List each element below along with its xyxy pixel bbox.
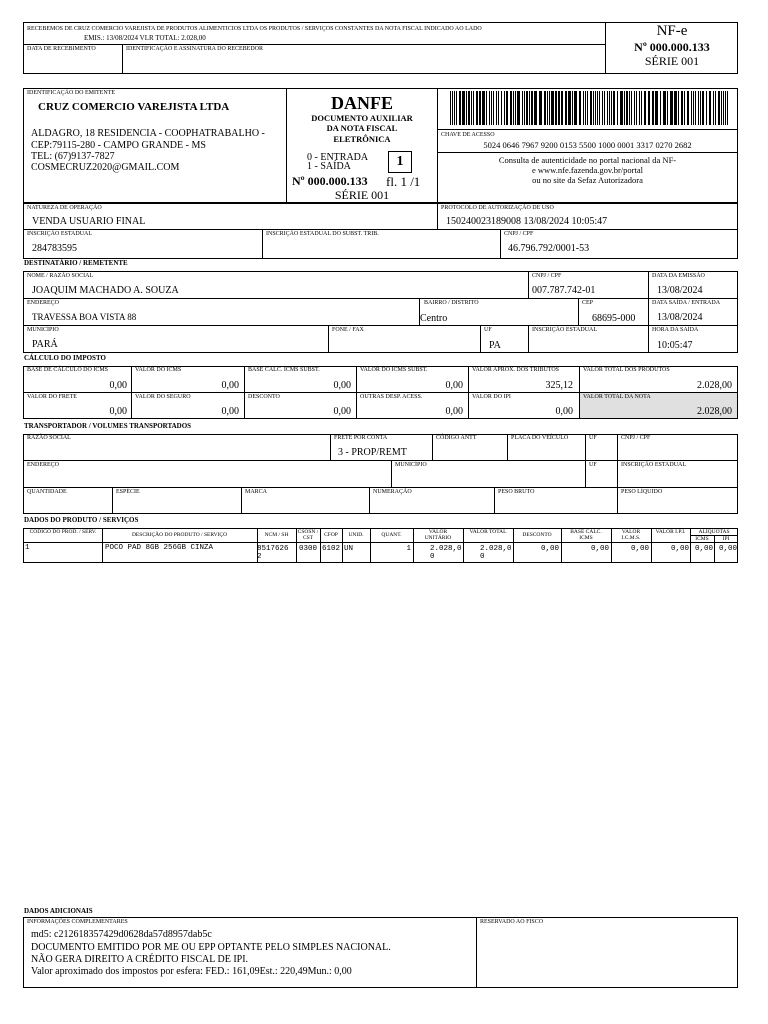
receipt-emission-summary: EMIS.: 13/08/2024 VLR TOTAL: 2.028,00 (84, 34, 206, 42)
barcode-bar (660, 91, 661, 125)
item-description: POCO PAD 8GB 256GB CINZA (105, 544, 214, 552)
carrier-section-title: TRANSPORTADOR / VOLUMES TRANSPORTADOS (24, 422, 192, 430)
barcode-bar (678, 91, 679, 125)
carrier-hline-1 (23, 460, 738, 461)
recipient-district-label: BAIRRO / DISTRITO (424, 300, 479, 306)
recipient-vline-date (648, 271, 649, 353)
barcode-bar (529, 91, 530, 125)
icms-st-value-label: VALOR DO ICMS SUBST. (360, 367, 428, 373)
receipt-nfe-title: NF-e (656, 23, 688, 39)
carrier-name-label: RAZÃO SOCIAL (27, 435, 71, 441)
barcode-bar (620, 91, 623, 125)
net-weight-label: PESO LÍQUIDO (621, 489, 663, 495)
issuer-name: CRUZ COMERCIO VAREJISTA LTDA (38, 101, 230, 113)
carrier-state-2-label: UF (589, 462, 597, 468)
barcode-bar (655, 91, 658, 125)
barcode-bar (715, 91, 716, 125)
item-ipi-value: 0,00 (670, 545, 689, 553)
barcode-bar (663, 91, 666, 125)
item-total-value: 2.028,0 (480, 545, 512, 553)
barcode-bar (466, 91, 467, 125)
tax-vline-1 (131, 366, 132, 419)
freight-mode-label: FRETE POR CONTA (334, 435, 388, 441)
carrier-cnpj-label: CNPJ / CPF (621, 435, 651, 441)
barcode-bar (473, 91, 474, 125)
th-cfop: CFOP (324, 532, 338, 538)
barcode-bar (644, 91, 646, 125)
barcode-bar (452, 91, 453, 125)
danfe-title: DANFE (331, 93, 393, 113)
products-total-value: 2.028,00 (697, 380, 732, 391)
carrier-vline-uf (585, 434, 586, 487)
barcode-bar (725, 91, 726, 125)
th-aliq-icms: ICMS (695, 536, 709, 542)
other-expenses-value: 0,00 (445, 406, 463, 417)
exit-date-value: 13/08/2024 (657, 312, 703, 323)
issuer-phone: TEL: (67)9137-7827 (31, 151, 115, 162)
item-quantity: 1 (406, 545, 411, 553)
ipi-value-label: VALOR DO IPI (472, 394, 511, 400)
tax-vline-4 (468, 366, 469, 419)
tax-vline-2 (244, 366, 245, 419)
issuer-label: IDENTIFICAÇÃO DO EMITENTE (27, 90, 115, 96)
invoice-total-value: 2.028,00 (697, 406, 732, 417)
volume-quantity-label: QUANTIDADE (27, 489, 67, 495)
barcode-bar (691, 91, 692, 125)
operation-nature-value: VENDA USUARIO FINAL (32, 216, 146, 227)
barcode-bar (504, 91, 505, 125)
operation-vline (437, 203, 438, 229)
barcode-bar (501, 91, 502, 125)
complementary-info-label: INFORMAÇÕES COMPLEMENTARES (27, 919, 128, 925)
th-discount: DESCONTO (522, 532, 552, 538)
barcode-bar (555, 91, 557, 125)
barcode-bar (551, 91, 554, 125)
insurance-value: 0,00 (221, 406, 239, 417)
barcode-bar (602, 91, 603, 125)
barcode-bar (626, 91, 628, 125)
carrier-state-label: UF (589, 435, 597, 441)
icms-base-value: 0,00 (109, 380, 127, 391)
danfe-page: fl. 1 /1 (386, 174, 421, 189)
recipient-address-label: ENDEREÇO (27, 300, 59, 306)
barcode-bar (517, 91, 520, 125)
volume-numbering-label: NUMERAÇÃO (373, 489, 412, 495)
recipient-district-value: Centro (420, 313, 448, 324)
barcode-bar (468, 91, 470, 125)
item-aliq-icms: 0,00 (694, 545, 713, 553)
barcode-bar (613, 91, 615, 125)
th-unit: UNID. (348, 532, 364, 538)
barcode-bar (568, 91, 571, 125)
barcode-bar (579, 91, 581, 125)
antt-code-label: CÓDIGO ANTT (436, 435, 477, 441)
carrier-ie-label: INSCRIÇÃO ESTADUAL (621, 462, 687, 468)
complementary-md5: md5: c212618357429d0628da57d8957dab5c (31, 929, 212, 940)
discount-label: DESCONTO (248, 394, 280, 400)
barcode-bar (522, 91, 523, 125)
barcode-bar (491, 91, 492, 125)
barcode-bar (450, 91, 451, 125)
barcode-bar (709, 91, 711, 125)
issuer-cnpj-label: CNPJ / CPF (504, 231, 534, 237)
carrier-vline-cnpj (617, 434, 618, 514)
barcode (450, 91, 730, 125)
recipient-zip-label: CEP (582, 300, 594, 306)
recipient-ie-label: INSCRIÇÃO ESTADUAL (532, 327, 598, 333)
gross-weight-label: PESO BRUTO (498, 489, 535, 495)
access-key-top-line (437, 129, 738, 130)
volume-species-label: ESPÉCIE (116, 489, 140, 495)
barcode-bar (515, 91, 516, 125)
th-ncm: NCM / SH (264, 532, 289, 538)
barcode-bar (624, 91, 625, 125)
danfe-subtitle-2: DA NOTA FISCAL (326, 123, 398, 133)
issuer-address-2: CEP:79115-280 - CAMPO GRANDE - MS (31, 140, 206, 151)
freight-value: 0,00 (109, 406, 127, 417)
recipient-vline-cep (578, 298, 579, 325)
barcode-bar (723, 91, 724, 125)
issuer-state-registration-label: INSCRIÇÃO ESTADUAL (27, 231, 93, 237)
carrier-vline-frete (330, 434, 331, 460)
complementary-line-4: Valor aproximado dos impostos por esfera: FED.: 161,09Est.: 220,49Mun.: 0,00 (31, 966, 352, 977)
tax-vline-3 (356, 366, 357, 419)
carrier-address-label: ENDEREÇO (27, 462, 59, 468)
issuer-state-registration-value: 284783595 (32, 243, 77, 254)
additional-divider (476, 917, 477, 988)
receipt-date-label: DATA DE RECEBIMENTO (27, 46, 96, 52)
barcode-bar (534, 91, 537, 125)
item-unit-value-wrap: 0 (430, 553, 435, 561)
issue-date-label: DATA DA EMISSÃO (652, 273, 705, 279)
item-ncm: 8517626 (257, 545, 289, 553)
receipt-hline (23, 44, 606, 45)
barcode-bar (617, 91, 618, 125)
barcode-bar (482, 91, 485, 125)
protocol-value: 150240023189008 13/08/2024 10:05:47 (446, 216, 608, 227)
barcode-bar (667, 91, 668, 125)
recipient-hline-2 (23, 325, 738, 326)
barcode-bar (539, 91, 542, 125)
col-line-7 (413, 528, 414, 563)
th-quantity: QUANT. (381, 532, 402, 538)
item-unit-value: 2.028,0 (430, 545, 462, 553)
carrier-vline-placa (507, 434, 508, 460)
discount-value: 0,00 (333, 406, 351, 417)
icms-st-value-value: 0,00 (445, 380, 463, 391)
th-aliq-ipi: IPI (722, 536, 730, 542)
item-csosn: 0300 (299, 545, 318, 553)
consult-line-2: e www.nfe.fazenda.gov.br/portal (531, 165, 643, 175)
danfe-subtitle-1: DOCUMENTO AUXILIAR (311, 113, 413, 123)
freight-label: VALOR DO FRETE (27, 394, 77, 400)
item-ncm-wrap: 2 (257, 553, 262, 561)
access-key-bottom-line (437, 152, 738, 153)
operation-nature-label: NATUREZA DE OPERAÇÃO (27, 205, 102, 211)
barcode-bar (718, 91, 720, 125)
barcode-bar (506, 91, 508, 125)
barcode-bar (456, 91, 457, 125)
issue-date-value: 13/08/2024 (657, 285, 703, 296)
access-key-value: 5024 0646 7967 9200 0153 5500 1000 0001 3317 0270 2682 (483, 140, 692, 150)
recipient-cnpj-label: CNPJ / CPF (532, 273, 562, 279)
carrier-vline-numeracao (369, 487, 370, 514)
barcode-bar (590, 91, 592, 125)
barcode-bar (526, 91, 528, 125)
issuer-cnpj-value: 46.796.792/0001-53 (508, 243, 590, 254)
barcode-bar (565, 91, 567, 125)
barcode-bar (454, 91, 455, 125)
icms-st-base-label: BASE CALC. ICMS SUBST. (248, 367, 320, 373)
consult-line-1: Consulta de autenticidade no portal nacional da NF- (498, 155, 677, 165)
barcode-bar (721, 91, 722, 125)
volume-brand-label: MARCA (245, 489, 268, 495)
danfe-entry-option: 0 - ENTRADA (307, 152, 369, 163)
barcode-bar (593, 91, 594, 125)
barcode-bar (698, 91, 699, 125)
tax-section-title: CÁLCULO DO IMPOSTO (24, 354, 106, 362)
complementary-line-3: NÃO GERA DIREITO A CRÉDITO FISCAL DE IPI. (31, 954, 249, 965)
barcode-bar (636, 91, 637, 125)
tax-vline-5 (579, 366, 580, 419)
operation-block (23, 203, 738, 259)
th-code: CÓDIGO DO PROD. / SERV. (29, 529, 97, 535)
receipt-signature-label: IDENTIFICAÇÃO E ASSINATURA DO RECEBEDOR (126, 46, 264, 52)
icms-value-value: 0,00 (221, 380, 239, 391)
item-cfop: 6102 (322, 545, 341, 553)
barcode-bar (498, 91, 499, 125)
approx-taxes-value: 325,12 (545, 380, 573, 391)
danfe-number: Nº 000.000.133 (292, 174, 368, 188)
barcode-bar (595, 91, 596, 125)
barcode-bar (510, 91, 512, 125)
recipient-vline-cnpj (528, 271, 529, 298)
barcode-bar (524, 91, 525, 125)
barcode-bar (549, 91, 550, 125)
insurance-label: VALOR DO SEGURO (135, 394, 191, 400)
barcode-bar (629, 91, 630, 125)
barcode-bar (572, 91, 573, 125)
other-expenses-label: OUTRAS DESP. ACESS. (360, 394, 423, 400)
issuer-email: COSMECRUZ2020@GMAIL.COM (31, 162, 180, 173)
protocol-label: PROTOCOLO DE AUTORIZAÇÃO DE USO (441, 205, 554, 211)
recipient-vline-ie (528, 325, 529, 353)
products-header-line (23, 542, 738, 543)
barcode-bar (587, 91, 588, 125)
barcode-bar (574, 91, 577, 125)
access-key-label: CHAVE DE ACESSO (441, 132, 495, 138)
issuer-st-registration-label: INSCRIÇÃO ESTADUAL DO SUBST. TRIB. (266, 231, 379, 237)
danfe-exit-option: 1 - SAÍDA (307, 161, 351, 172)
exit-date-label: DATA SAÍDA / ENTRADA (652, 300, 721, 306)
operation-hline (23, 229, 738, 230)
barcode-bar (459, 91, 461, 125)
th-aliquotas: ALÍQUOTAS (698, 529, 730, 535)
barcode-bar (713, 91, 714, 125)
barcode-bar (585, 91, 586, 125)
barcode-bar (462, 91, 465, 125)
recipient-state-value: PA (489, 340, 501, 351)
th-unit-value: VALOR UNITÁRIO (424, 529, 452, 541)
danfe-series: SÉRIE 001 (334, 188, 390, 202)
item-icms-value: 0,00 (630, 545, 649, 553)
barcode-bar (700, 91, 701, 125)
barcode-bar (681, 91, 683, 125)
barcode-bar (607, 91, 608, 125)
receipt-statement: RECEBEMOS DE CRUZ COMERCIO VAREJISTA DE PRODUTOS ALIMENTICIOS LTDA OS PRODUTOS / SERVIÇOS CONSTANTES DA NOTA FISCAL INDICADO AO LADO (27, 26, 482, 32)
th-csosn: CSOSN / CST (297, 529, 319, 541)
receipt-vline (122, 44, 123, 74)
item-discount: 0,00 (540, 545, 559, 553)
th-total-value: VALOR TOTAL (469, 529, 507, 535)
recipient-address-value: TRAVESSA BOA VISTA 88 (32, 312, 137, 322)
item-unit: UN (344, 545, 354, 553)
barcode-bar (493, 91, 494, 125)
th-icms-value: VALOR I.C.M.S. (621, 529, 641, 541)
recipient-name-value: JOAQUIM MACHADO A. SOUZA (32, 285, 179, 296)
products-section-title: DADOS DO PRODUTO / SERVIÇOS (24, 516, 139, 524)
icms-value-label: VALOR DO ICMS (135, 367, 182, 373)
barcode-bar (641, 91, 642, 125)
barcode-bar (652, 91, 654, 125)
invoice-total-label: VALOR TOTAL DA NOTA (583, 394, 651, 400)
barcode-bar (611, 91, 612, 125)
recipient-vline-fone (328, 325, 329, 353)
barcode-bar (558, 91, 560, 125)
carrier-vline-municipio (391, 460, 392, 487)
reserved-fisco-label: RESERVADO AO FISCO (480, 919, 544, 925)
ie-vline-2 (500, 229, 501, 259)
barcode-bar (684, 91, 685, 125)
barcode-bar (561, 91, 563, 125)
carrier-city-label: MUNICÍPIO (395, 462, 427, 468)
item-total-value-wrap: 0 (480, 553, 485, 561)
danfe-operation-type-box: 1 (388, 151, 412, 173)
barcode-bar (471, 91, 472, 125)
exit-time-value: 10:05:47 (657, 340, 693, 351)
barcode-bar (604, 91, 605, 125)
th-icms-base: BASE CÁLC. ICMS (570, 529, 602, 541)
barcode-bar (639, 91, 640, 125)
barcode-bar (513, 91, 514, 125)
carrier-block (23, 434, 738, 514)
recipient-zip-value: 68695-000 (592, 313, 636, 324)
item-icms-base: 0,00 (590, 545, 609, 553)
barcode-bar (706, 91, 707, 125)
products-total-label: VALOR TOTAL DOS PRODUTOS (583, 367, 670, 373)
recipient-state-label: UF (484, 327, 492, 333)
th-ipi-value: VALOR I.P.I. (655, 529, 686, 535)
additional-section-title: DADOS ADICIONAIS (24, 907, 93, 915)
col-line-8 (463, 528, 464, 563)
carrier-vline-especie (112, 487, 113, 514)
recipient-name-label: NOME / RAZÃO SOCIAL (27, 273, 94, 279)
barcode-bar (634, 91, 635, 125)
consult-line-3: ou no site da Sefaz Autorizadora (532, 175, 643, 185)
barcode-bar (547, 91, 548, 125)
barcode-bar (609, 91, 610, 125)
recipient-city-value: PARÁ (32, 339, 58, 350)
freight-mode-value: 3 - PROP/REMT (338, 447, 407, 458)
barcode-bar (674, 91, 677, 125)
barcode-bar (489, 91, 490, 125)
item-aliq-ipi: 0,00 (718, 545, 737, 553)
approx-taxes-label: VALOR APROX. DOS TRIBUTOS (472, 367, 560, 373)
icms-base-label: BASE DE CÁLCULO DO ICMS (27, 367, 109, 373)
recipient-phone-label: FONE / FAX (332, 327, 364, 333)
barcode-bar (670, 91, 673, 125)
barcode-bar (476, 91, 478, 125)
barcode-bar (687, 91, 689, 125)
carrier-vline-peso (494, 487, 495, 514)
receipt-nfe-series: SÉRIE 001 (644, 54, 700, 68)
barcode-bar (486, 91, 487, 125)
exit-time-label: HORA DA SAÍDA (652, 327, 699, 333)
barcode-bar (583, 91, 584, 125)
barcode-bar (597, 91, 598, 125)
th-description: DESCRIÇÃO DO PRODUTO / SERVIÇO (131, 532, 228, 538)
vehicle-plate-label: PLACA DO VEÍCULO (511, 435, 569, 441)
recipient-hline-1 (23, 298, 738, 299)
barcode-bar (479, 91, 481, 125)
item-code: 1 (25, 544, 30, 552)
barcode-bar (531, 91, 533, 125)
barcode-bar (648, 91, 650, 125)
icms-st-base-value: 0,00 (333, 380, 351, 391)
carrier-vline-antt (432, 434, 433, 460)
carrier-hline-2 (23, 487, 738, 488)
barcode-bar (727, 91, 728, 125)
barcode-bar (702, 91, 704, 125)
receipt-nfe-number: Nº 000.000.133 (634, 40, 710, 54)
barcode-bar (695, 91, 696, 125)
recipient-section-title: DESTINATÁRIO / REMETENTE (24, 259, 128, 267)
barcode-bar (496, 91, 497, 125)
recipient-cnpj-value: 007.787.742-01 (532, 285, 596, 296)
ie-vline-1 (262, 229, 263, 259)
recipient-vline-uf (480, 325, 481, 353)
danfe-subtitle-3: ELETRÔNICA (333, 134, 391, 144)
barcode-bar (693, 91, 694, 125)
barcode-bar (631, 91, 632, 125)
barcode-bar (544, 91, 546, 125)
complementary-line-2: DOCUMENTO EMITIDO POR ME OU EPP OPTANTE PELO SIMPLES NACIONAL. (31, 942, 391, 953)
recipient-city-label: MUNICÍPIO (27, 327, 59, 333)
issuer-address-1: ALDAGRO, 18 RESIDENCIA - COOPHATRABALHO - (31, 128, 265, 139)
carrier-vline-marca (241, 487, 242, 514)
ipi-value-value: 0,00 (555, 406, 573, 417)
barcode-bar (599, 91, 600, 125)
